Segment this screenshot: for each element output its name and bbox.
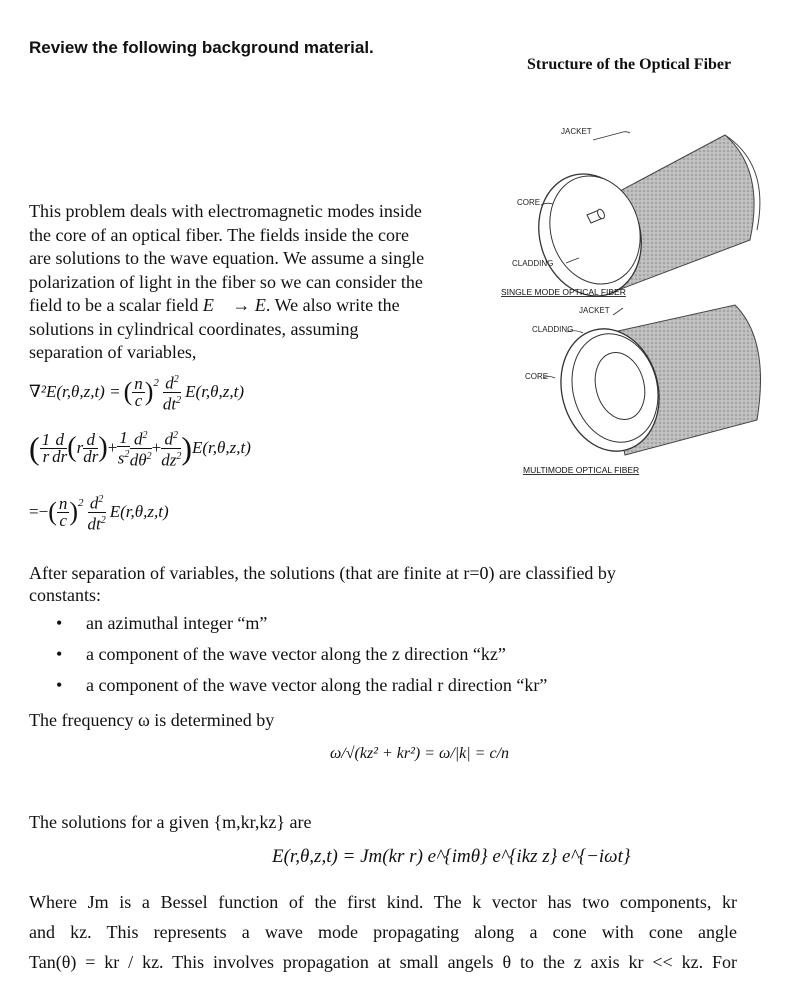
intro-line: polarization of light in the fiber so we can consider the — [29, 271, 423, 292]
intro-line: separation of variables, — [29, 342, 197, 362]
closing-line: and kz. This represents a wave mode propagating along a cone with cone angle — [29, 922, 737, 942]
intro-line: are solutions to the wave equation. We assume a single — [29, 248, 425, 268]
multimode-jacket-label: JACKET — [579, 306, 610, 315]
list-item: • a component of the wave vector along the radial r direction “kr” — [56, 670, 547, 701]
single-mode-cladding-label: CLADDING — [512, 259, 554, 268]
multimode-fiber-illustration — [523, 305, 761, 475]
figure-title: Structure of the Optical Fiber — [527, 56, 732, 73]
wave-equation-3: = − ( $\frac{n}{c}$ ) 2 $\frac{d^2}{dt^2}$ E(r,θ,z,t) — [29, 493, 169, 534]
single-mode-caption: SINGLE MODE OPTICAL FIBER — [501, 287, 626, 297]
solution-equation: E(r,θ,z,t) = Jm(kr r) e^{imθ} e^{ikz z} e^{−iωt} — [272, 846, 631, 867]
single-mode-core-label: CORE — [517, 198, 541, 207]
intro-line: field to be a scalar field E⃗ → E. We also write the — [29, 295, 400, 315]
intro-line: solutions in cylindrical coordinates, assuming — [29, 318, 359, 339]
optical-fiber-figure — [495, 110, 765, 480]
page-heading: Review the following background material. — [29, 38, 374, 57]
list-item: • an azimuthal integer “m” — [56, 608, 547, 639]
solutions-text: The solutions for a given {m,kr,kz} are — [29, 812, 312, 832]
intro-paragraph — [29, 200, 469, 365]
frequency-text: The frequency ω is determined by — [29, 710, 275, 730]
intro-line: the core of an optical fiber. The fields inside the core — [29, 224, 410, 245]
constants-list — [56, 608, 547, 701]
field-map-math: E⃗ → E — [202, 295, 266, 315]
multimode-core-label: CORE — [525, 372, 549, 381]
single-mode-fiber-illustration — [501, 127, 760, 309]
closing-line: Tan(θ) = kr / kz. This involves propagation at small angels θ to the z axis kr << kz. For — [29, 952, 737, 972]
wave-equation-1: ∇²E(r,θ,z,t) = ( $\frac{n}{c}$ ) 2 $\frac{d^2}{dt^2}$ E(r,θ,z,t) — [29, 373, 245, 414]
wave-equation-2: ( $\frac{1}{r}$ $\frac{d}{dr}$ ( r $\frac{d}{dr}$ ) + $\frac{1}{s^2}$ $\frac{d^2}{d\theta^2}$ + $\frac{d^2}{dz^2}$ ) E(r,θ,z,t) — [29, 427, 251, 470]
intro-line: This problem deals with electromagnetic modes inside — [29, 201, 422, 221]
closing-line: Where Jm is a Bessel function of the first kind. The k vector has two components, kr — [29, 892, 737, 912]
multimode-caption: MULTIMODE OPTICAL FIBER — [523, 465, 640, 475]
omega-relation-equation: ω/√(kz² + kr²) = ω/|k| = c/n — [330, 745, 510, 762]
multimode-cladding-label: CLADDING — [532, 325, 574, 334]
list-item: • a component of the wave vector along the z direction “kz” — [56, 639, 547, 670]
after-separation-text: After separation of variables, the solutions (that are finite at r=0) are classified by constants: — [29, 563, 616, 605]
single-mode-jacket-label: JACKET — [561, 127, 592, 136]
